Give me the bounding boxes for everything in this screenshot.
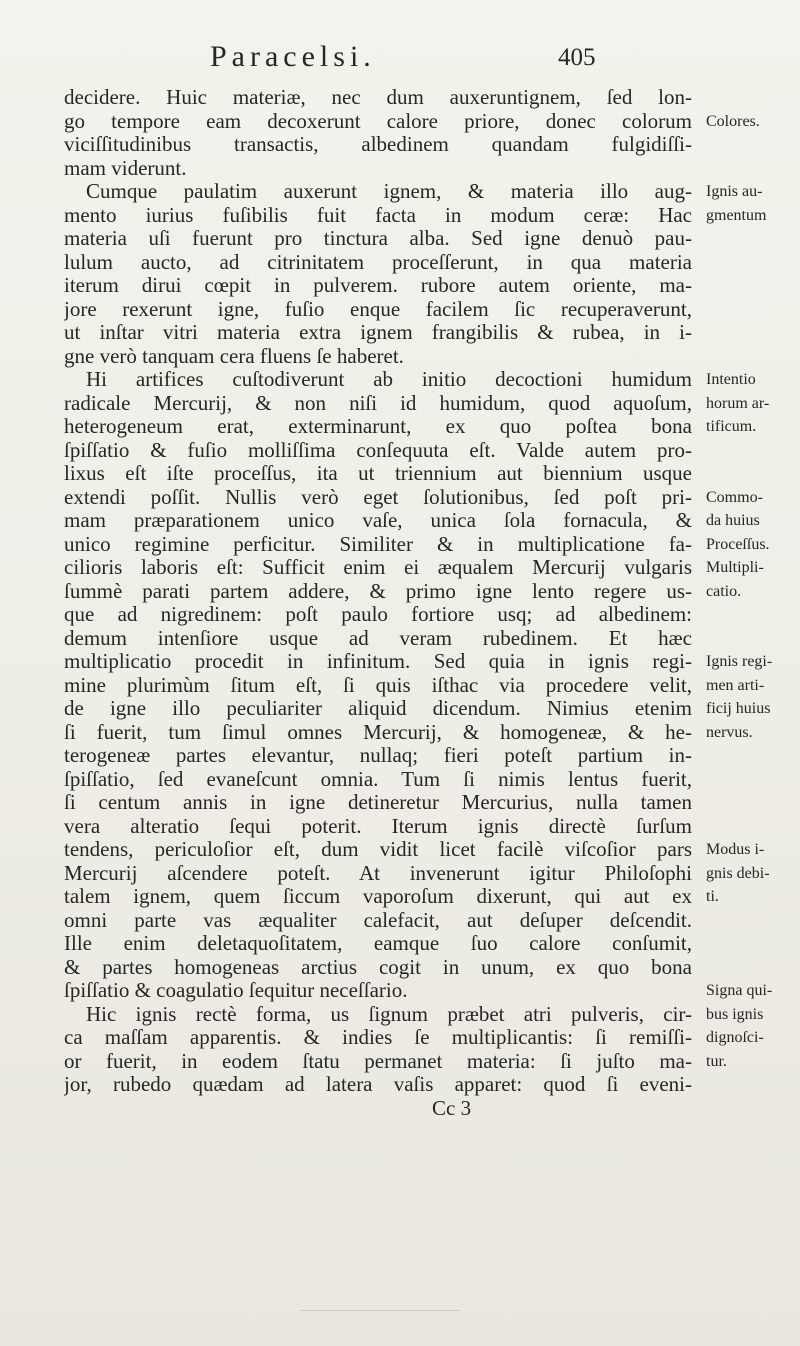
margin-note — [706, 180, 800, 227]
text-line: or fuerit, in eodem ſtatu permanet materia: ſi juſto ma- — [64, 1049, 692, 1073]
margin-note — [706, 368, 800, 439]
running-head — [100, 40, 660, 76]
catchword: Cc 3 — [432, 1096, 472, 1120]
text-line: jor, rubedo quædam ad latera vaſis apparet: quod ſi eveni- — [64, 1073, 692, 1096]
margin-note — [706, 486, 800, 604]
text-line: decidere. Huic materiæ, nec dum auxeruntignem, ſed lon- — [64, 86, 692, 109]
margin-note-line: Commo- — [706, 488, 763, 506]
text-line: mam viderunt. — [64, 156, 187, 180]
text-line: vera alteratio ſequi poterit. Iterum ignis directè ſurſum — [64, 814, 692, 838]
margin-note-line: catio. — [706, 582, 742, 600]
body-text — [64, 86, 692, 1120]
text-line: de igne illo peculiariter aliquid dicendum. Nimius etenim — [64, 697, 692, 720]
text-line: Ille enim deletaquoſitatem, eamque ſuo calore conſumit, — [64, 932, 692, 955]
text-line: mento iurius fuſibilis fuit facta in modum ceræ: Hac — [64, 203, 692, 227]
margin-note-line: horum ar- — [706, 394, 770, 412]
text-line: mam præparationem unico vaſe, unica ſola fornacula, & — [64, 509, 692, 532]
margin-note-line: Multipli- — [706, 559, 764, 576]
text-line: ſpiſſatio & fuſio molliſſima conſequuta eſt. Valde autem pro- — [64, 438, 692, 462]
margin-note-line: nervus. — [706, 723, 753, 741]
text-line: unico regimine perficitur. Similiter & in multiplicatione fa- — [64, 532, 692, 556]
margin-note-line: gmentum — [706, 206, 767, 224]
margin-note-line: dignoſci- — [706, 1029, 764, 1046]
text-line: Hi artifices cuſtodiverunt ab initio decoctioni humidum — [86, 368, 692, 391]
margin-note-line: Intentio — [706, 371, 756, 388]
text-line: lulum aucto, ad citrinitatem proceſſerunt, in qua materia — [64, 250, 692, 274]
text-line: iterum dirui cœpit in pulverem. rubore autem oriente, ma- — [64, 274, 692, 297]
text-line: cilioris laboris eſt: Sufficit enim ei æqualem Mercurij vulgaris — [64, 556, 692, 579]
text-line: heterogeneum erat, exterminarunt, ex quo poſtea bona — [64, 415, 692, 438]
text-line: ut inſtar vitri materia extra ignem frangibilis & rubea, in i- — [64, 321, 692, 344]
text-line: Cumque paulatim auxerunt ignem, & materia illo aug- — [86, 180, 692, 203]
text-line: omni parte vas æqualiter calefacit, aut deſuper deſcendit. — [64, 908, 692, 932]
text-line: mine plurimùm ſitum eſt, ſi quis iſthac via procedere velit, — [64, 673, 692, 697]
margin-note-line: men arti- — [706, 676, 765, 694]
text-line: & partes homogeneas arctius cogit in unum, ex quo bona — [64, 955, 692, 979]
text-line: jore rexerunt igne, fuſio enque facilem ſic recuperaverunt, — [64, 297, 692, 321]
margin-note-line: Proceſſus. — [706, 535, 770, 553]
margin-note-line: gnis debi- — [706, 864, 770, 882]
text-line: ſpiſſatio & coagulatio ſequitur neceſſario. — [64, 979, 408, 1002]
margin-note-line: tur. — [706, 1052, 727, 1070]
text-line: multiplicatio procedit in infinitum. Sed quia in ignis regi- — [64, 650, 692, 673]
page-edge-mark — [300, 1310, 460, 1311]
text-line: extendi poſſit. Nullis verò eget ſolutionibus, ſed poſt pri- — [64, 485, 692, 509]
margin-note-line: bus ignis — [706, 1005, 764, 1023]
margin-note-line: ficij huius — [706, 700, 771, 717]
margin-note — [706, 110, 800, 134]
text-line: tendens, periculoſior eſt, dum vidit licet facilè viſcoſior pars — [64, 838, 692, 861]
text-line: que ad nigredinem: poſt paulo fortiore usq; ad albedinem: — [64, 603, 692, 626]
margin-note-line: Modus i- — [706, 841, 765, 858]
text-line: radicale Mercurij, & non niſi id humidum, quod aquoſum, — [64, 391, 692, 415]
text-line: ſi centum annis in igne detineretur Mercurius, nulla tamen — [64, 791, 692, 814]
text-line: gne verò tanquam cera fluens ſe haberet. — [64, 344, 404, 368]
text-line: viciſſitudinibus transactis, albedinem quandam fulgidiſſi- — [64, 133, 692, 156]
margin-note-line: ti. — [706, 888, 719, 905]
text-line: terogeneæ partes elevantur, nullaq; fieri poteſt partium in- — [64, 744, 692, 767]
margin-note-line: Ignis regi- — [706, 653, 773, 670]
text-line: ſummè parati partem addere, & primo igne lento regere us- — [64, 579, 692, 603]
margin-note — [706, 979, 800, 1073]
text-line: Hic ignis rectè forma, us ſignum præbet atri pulveris, cir- — [86, 1002, 692, 1026]
margin-note — [706, 838, 800, 909]
page-number: 405 — [558, 44, 596, 71]
margin-note-line: Ignis au- — [706, 183, 763, 200]
text-line: ſpiſſatio, ſed evaneſcunt omnia. Tum ſi nimis lentus fuerit, — [64, 767, 692, 791]
text-line: ca maſſam apparentis. & indies ſe multiplicantis: ſi remiſſi- — [64, 1026, 692, 1049]
text-line: materia uſi fuerunt pro tinctura alba. Sed igne denuò pau- — [64, 227, 692, 250]
margin-note — [706, 650, 800, 744]
text-line: talem ignem, quem ſiccum vaporoſum dixerunt, qui aut ex — [64, 885, 692, 908]
margin-note-line: da huius — [706, 512, 760, 529]
margin-note-line: Signa qui- — [706, 982, 773, 999]
text-line: ſi fuerit, tum ſimul omnes Mercurij, & homogeneæ, & he- — [64, 720, 692, 744]
running-title: Paracelsi. — [210, 40, 376, 73]
text-line: Mercurij aſcendere poteſt. At invenerunt igitur Philoſophi — [64, 861, 692, 885]
margin-note-line: Colores. — [706, 112, 760, 130]
text-line: demum intenſiore usque ad veram rubedinem. Et hæc — [64, 626, 692, 650]
text-line: lixus eſt iſte proceſſus, ita ut triennium aut biennium usque — [64, 462, 692, 485]
text-line: go tempore eam decoxerunt calore priore, donec colorum — [64, 109, 692, 133]
margin-note-line: tificum. — [706, 418, 757, 435]
